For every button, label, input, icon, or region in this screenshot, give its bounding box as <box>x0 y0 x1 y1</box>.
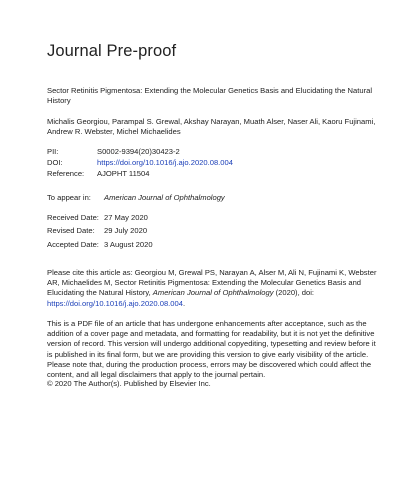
appear-in-label: To appear in: <box>47 193 91 202</box>
doi-label: DOI: <box>47 158 63 167</box>
citation-end: . <box>182 298 186 308</box>
received-date-value: 27 May 2020 <box>104 213 148 222</box>
citation-text: Please cite this article as: Georgiou M, Grewal PS, Narayan A, Alser M, Ali N, Fujinami K, Webster AR, Michaelides M, Sector Retinitis Pigmentosa: Extending the Molecular Genetics Basis and Elucidating the Natural History, <box>47 268 377 298</box>
journal-name: American Journal of Ophthalmology <box>104 193 225 202</box>
revised-date-value: 29 July 2020 <box>104 226 148 235</box>
citation-journal: American Journal of Ophthalmology <box>152 288 274 298</box>
received-date-label: Received Date: <box>47 213 99 222</box>
reference-value: AJOPHT 11504 <box>97 169 150 178</box>
accepted-date-label: Accepted Date: <box>47 240 99 249</box>
pre-proof-notice: This is a PDF file of an article that has undergone enhancements after acceptance, such as the addition of a cover page and metadata, and formatting for readability, but it is not yet the definitive version of record. This version will undergo additional copyediting, typesetting and review before it is published in its final form, but we are providing this version to give early visibility of the article. Please note that, during the production process, errors may be discovered which could affect the content, and all legal disclaimers that apply to the journal pertain. <box>47 319 376 380</box>
revised-date-label: Revised Date: <box>47 226 95 235</box>
journal-pre-proof-heading: Journal Pre-proof <box>47 42 177 60</box>
author-list: Michalis Georgiou, Parampal S. Grewal, Akshay Narayan, Muath Alser, Naser Ali, Kaoru Fujinami, Andrew R. Webster, Michel Michaelides <box>47 117 376 136</box>
doi-link[interactable]: https://doi.org/10.1016/j.ajo.2020.08.004 <box>97 158 233 167</box>
citation-year: (2020), doi: <box>273 288 315 298</box>
accepted-date-value: 3 August 2020 <box>104 240 153 249</box>
pii-label: PII: <box>47 147 59 156</box>
article-title: Sector Retinitis Pigmentosa: Extending the Molecular Genetics Basis and Elucidating the Natural History <box>47 86 373 105</box>
pii-value: S0002-9394(20)30423-2 <box>97 147 180 156</box>
copyright-notice: © 2020 The Author(s). Published by Elsevier Inc. <box>47 379 211 388</box>
citation-doi-link[interactable]: https://doi.org/10.1016/j.ajo.2020.08.004 <box>47 298 183 308</box>
citation-paragraph <box>47 268 379 309</box>
reference-label: Reference: <box>47 169 85 178</box>
